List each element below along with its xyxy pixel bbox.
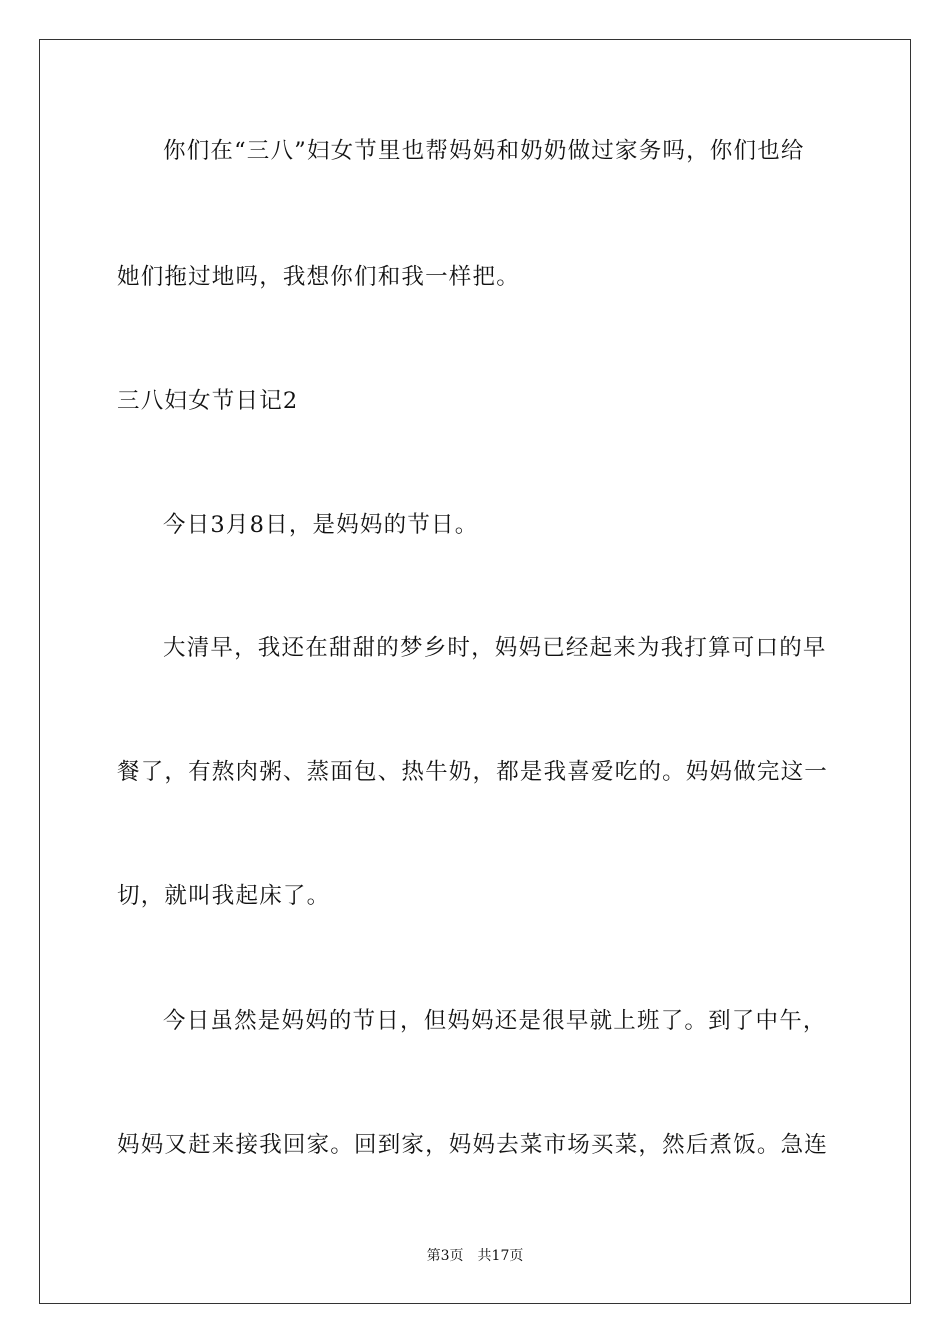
page-footer [0,1247,950,1265]
page-number: 第3页 [426,1248,464,1264]
section-heading: 三八妇女节日记2 [117,388,299,414]
page-total: 共17页 [477,1248,524,1264]
paragraph-line: 今日3月8日，是妈妈的节日。 [163,512,479,538]
paragraph-line: 今日虽然是妈妈的节日，但妈妈还是很早就上班了。到了中午， [163,1008,827,1034]
page-border [39,39,911,1304]
paragraph-line: 她们拖过地吗，我想你们和我一样把。 [117,264,520,290]
paragraph-line: 妈妈又赶来接我回家。回到家，妈妈去菜市场买菜，然后煮饭。急连 [117,1132,829,1158]
paragraph-line: 你们在“三八”妇女节里也帮妈妈和奶奶做过家务吗，你们也给 [163,138,805,164]
paragraph-line: 切，就叫我起床了。 [117,883,331,909]
paragraph-line: 餐了，有熬肉粥、蒸面包、热牛奶，都是我喜爱吃的。妈妈做完这一 [117,759,829,785]
paragraph-line: 大清早，我还在甜甜的梦乡时，妈妈已经起来为我打算可口的早 [163,635,827,661]
